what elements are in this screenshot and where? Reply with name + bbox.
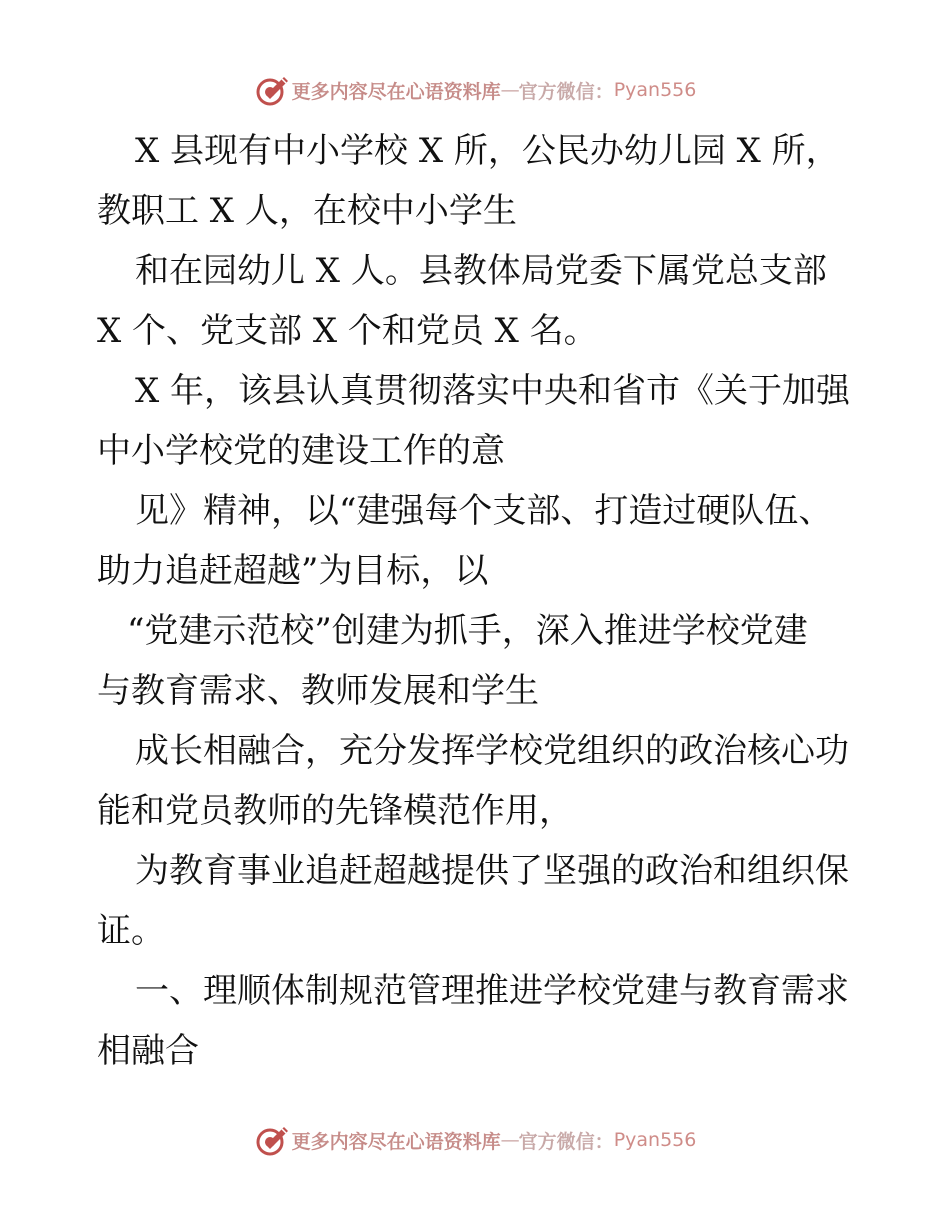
- watermark-brand: 更多内容尽在心语资料库: [291, 1130, 501, 1153]
- watermark-wechat-id: Pyan556: [613, 79, 697, 101]
- text-line: 成长相融合，充分发挥学校党组织的政治核心功: [135, 731, 849, 771]
- text-line: X 年，该县认真贯彻落实中央和省市《关于加强: [135, 371, 851, 411]
- watermark-brand: 更多内容尽在心语资料库: [291, 80, 501, 103]
- text-line: X 县现有中小学校 X 所，公民办幼儿园 X 所，: [135, 131, 840, 171]
- document-body: [97, 121, 857, 1081]
- text-line: “党建示范校”创建为抓手，深入推进学校党建: [127, 611, 808, 651]
- header-watermark: [0, 70, 950, 110]
- text-line: 中小学校党的建设工作的意: [97, 431, 505, 471]
- footer-watermark: [0, 1120, 950, 1160]
- pen-logo-icon: [254, 1123, 290, 1157]
- text-line: X 个、党支部 X 个和党员 X 名。: [97, 311, 598, 351]
- watermark-dash: —: [500, 79, 519, 101]
- text-line: 证。: [97, 911, 165, 951]
- section-heading-cont: 相融合: [97, 1031, 199, 1071]
- watermark-wechat-id: Pyan556: [613, 1129, 697, 1151]
- section-heading: 一、理顺体制规范管理推进学校党建与教育需求: [135, 971, 849, 1011]
- watermark-official: 官方微信：: [518, 80, 614, 103]
- text-line: 与教育需求、教师发展和学生: [97, 671, 539, 711]
- text-line: 和在园幼儿 X 人。县教体局党委下属党总支部: [135, 251, 827, 291]
- text-line: 见》精神，以“建强每个支部、打造过硬队伍、: [135, 491, 833, 531]
- watermark-official: 官方微信：: [518, 1130, 614, 1153]
- text-line: 助力追赶超越”为目标，以: [97, 551, 489, 591]
- text-line: 为教育事业追赶超越提供了坚强的政治和组织保: [135, 851, 849, 891]
- watermark-dash: —: [500, 1129, 519, 1151]
- text-line: 教职工 X 人，在校中小学生: [97, 191, 517, 231]
- text-line: 能和党员教师的先锋模范作用，: [97, 791, 573, 831]
- pen-logo-icon: [254, 73, 290, 107]
